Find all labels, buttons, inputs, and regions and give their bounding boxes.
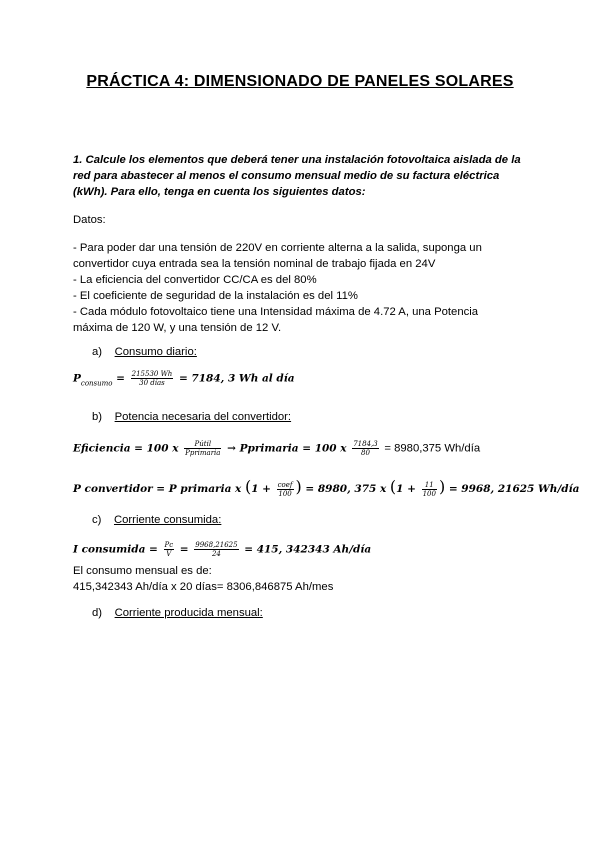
section-label: Consumo diario: xyxy=(114,346,197,358)
datos-item: - Cada módulo fotovoltaico tiene una Intensidad máxima de 4.72 A, una Potencia máxima de 120 W, y una tensión de 12 V. xyxy=(73,306,479,334)
eq-term: → Pprimaria = 100 x xyxy=(227,442,347,455)
eq-term: 1 + xyxy=(251,483,271,495)
paren: ) xyxy=(438,477,446,496)
section-letter: a) xyxy=(92,346,103,358)
consumo-mensual-line: 415,342343 Ah/día x 20 días= 8306,846875 Ah/mes xyxy=(73,581,334,593)
eq-term: = 8980, 375 x xyxy=(305,483,387,495)
section-letter: b) xyxy=(92,411,103,423)
consumo-mensual-line: El consumo mensual es de: xyxy=(73,565,212,577)
section-a-heading xyxy=(92,344,197,360)
section-letter: d) xyxy=(92,607,103,619)
fraction: $\frac{11}{100}$ xyxy=(422,480,436,498)
eq-subscript: consumo xyxy=(80,379,113,388)
section-label: Potencia necesaria del convertidor: xyxy=(114,411,292,423)
eq-term: P xyxy=(73,372,81,385)
datos-item: - El coeficiente de seguridad de la instalación es del 11% xyxy=(73,290,358,302)
eq-term: = xyxy=(179,543,189,556)
fraction: $\frac{9968,21625}{24}$ xyxy=(195,541,238,558)
paren: ( xyxy=(244,477,252,496)
eq-term: I consumida = xyxy=(73,543,158,556)
section-b-heading xyxy=(92,409,291,425)
section-letter: c) xyxy=(92,514,102,526)
section-label: Corriente producida mensual: xyxy=(114,607,263,619)
datos-label: Datos: xyxy=(73,214,106,226)
fraction: $\frac{Pc}{V}$ xyxy=(164,541,174,558)
fraction: $\frac{\text{Pútil}}{\text{Pprimaria}}$ xyxy=(185,440,221,457)
fraction: $\frac{215530 Wh}{\text{30 días}}$ xyxy=(131,370,173,387)
question-text: 1. Calcule los elementos que deberá tener una instalación fotovoltaica aislada de la red para abastecer al menos el consumo mensual medio de su factura eléctrica (kWh). Para ello, tenga en cuenta los siguientes datos: xyxy=(73,154,521,198)
paren: ( xyxy=(389,477,397,496)
fraction: $\frac{\text{coef}}{100}$ xyxy=(277,480,293,498)
equation-eficiencia xyxy=(73,440,480,457)
eq-result: = 9968, 21625 Wh/día xyxy=(448,483,580,495)
eq-term: = xyxy=(116,372,125,385)
datos-item: - La eficiencia del convertidor CC/CA es del 80% xyxy=(73,274,317,286)
eq-term: P convertidor = P primaria x xyxy=(73,483,242,495)
section-c-heading xyxy=(92,512,221,528)
equation-corriente-consumida xyxy=(73,541,371,558)
eq-term: 1 + xyxy=(396,483,416,495)
eq-result: = 8980,375 Wh/día xyxy=(384,442,481,455)
equation-potencia-convertidor xyxy=(73,477,579,498)
eq-result: = 7184, 3 Wh al día xyxy=(178,372,295,385)
datos-list xyxy=(73,240,513,336)
datos-item: - Para poder dar una tensión de 220V en corriente alterna a la salida, suponga un convertidor cuya entrada sea la tensión nominal de trabajo fijada en 24V xyxy=(73,242,482,270)
equation-consumo-diario xyxy=(73,370,295,388)
fraction: $\frac{7184,3}{80}$ xyxy=(353,440,378,457)
paren: ) xyxy=(295,477,302,496)
eq-result: = 415, 342343 Ah/día xyxy=(244,543,372,556)
section-d-heading xyxy=(92,605,263,621)
eq-term: Eficiencia = 100 x xyxy=(73,442,179,455)
page-title: PRÁCTICA 4: DIMENSIONADO DE PANELES SOLARES xyxy=(86,73,514,90)
section-label: Corriente consumida: xyxy=(113,514,222,526)
consumo-mensual xyxy=(73,563,333,595)
